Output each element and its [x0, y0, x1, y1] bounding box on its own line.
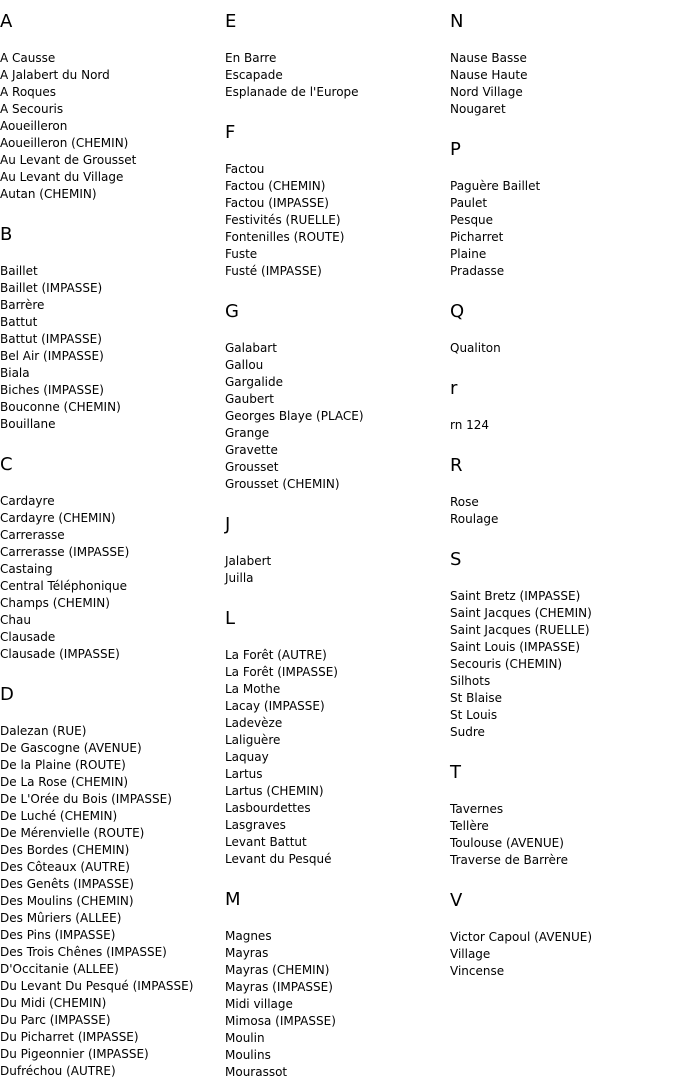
street-item: Cardayre (CHEMIN) [0, 511, 116, 525]
letter-group [225, 302, 450, 493]
street-item: Battut (IMPASSE) [0, 332, 102, 346]
letter-group [225, 12, 450, 101]
street-item: A Secouris [0, 102, 64, 116]
letter-group [450, 379, 675, 434]
letter-heading: R [450, 455, 463, 476]
letter-group [0, 12, 225, 203]
street-item: Rose [450, 495, 479, 509]
street-item: Au Levant du Village [0, 170, 124, 184]
letter-heading: B [0, 224, 13, 245]
letter-group [0, 455, 225, 663]
street-list [0, 723, 225, 1080]
letter-heading: r [450, 378, 458, 399]
street-item: Pradasse [450, 264, 505, 278]
street-item: Saint Louis (IMPASSE) [450, 640, 581, 654]
street-item: Laliguère [225, 733, 281, 747]
street-item: Escapade [225, 68, 283, 82]
street-item: Du Pigeonnier (IMPASSE) [0, 1047, 149, 1061]
street-item: Saint Bretz (IMPASSE) [450, 589, 581, 603]
street-item: Baillet [0, 264, 38, 278]
letter-heading: N [450, 11, 464, 32]
street-item: Bel Air (IMPASSE) [0, 349, 104, 363]
letter-heading: M [225, 889, 241, 910]
street-item: Clausade (IMPASSE) [0, 647, 120, 661]
street-item: La Forêt (IMPASSE) [225, 665, 338, 679]
letter-heading: J [225, 514, 231, 535]
letter-heading: E [225, 11, 237, 32]
street-item: De la Plaine (ROUTE) [0, 758, 126, 772]
street-item: Paguère Baillet [450, 179, 541, 193]
street-item: Lartus [225, 767, 263, 781]
street-item: Dalezan (RUE) [0, 724, 87, 738]
index-column [225, 0, 450, 1081]
street-item: Paulet [450, 196, 488, 210]
letter-group [225, 515, 450, 587]
street-item: Silhots [450, 674, 491, 688]
index-column [0, 0, 225, 1080]
street-item: Carrerasse [0, 528, 65, 542]
letter-group [450, 891, 675, 980]
street-item: Des Pins (IMPASSE) [0, 928, 116, 942]
letter-group [450, 763, 675, 869]
street-item: Mimosa (IMPASSE) [225, 1014, 336, 1028]
letter-heading: G [225, 301, 239, 322]
street-item: Clausade [0, 630, 56, 644]
letter-group [450, 140, 675, 280]
street-item: Autan (CHEMIN) [0, 187, 97, 201]
street-item: Levant Battut [225, 835, 307, 849]
street-list [450, 417, 675, 434]
street-item: Grousset (CHEMIN) [225, 477, 340, 491]
street-item: Dufréchou (AUTRE) [0, 1064, 116, 1078]
street-item: Esplanade de l'Europe [225, 85, 359, 99]
street-list [450, 494, 675, 528]
street-item: Magnes [225, 929, 272, 943]
street-item: Gargalide [225, 375, 284, 389]
street-item: Victor Capoul (AVENUE) [450, 930, 593, 944]
letter-heading: Q [450, 301, 465, 322]
street-item: Sudre [450, 725, 485, 739]
street-item: Du Parc (IMPASSE) [0, 1013, 111, 1027]
street-list [225, 340, 450, 493]
letter-group [0, 685, 225, 1080]
street-item: St Louis [450, 708, 498, 722]
street-item: Pesque [450, 213, 494, 227]
street-item: Grousset [225, 460, 279, 474]
street-list [0, 493, 225, 663]
street-item: Nord Village [450, 85, 523, 99]
street-item: Lacay (IMPASSE) [225, 699, 325, 713]
street-item: Chau [0, 613, 31, 627]
letter-group [0, 225, 225, 433]
letter-heading: V [450, 890, 463, 911]
street-item: Traverse de Barrère [450, 853, 568, 867]
street-item: Du Levant Du Pesqué (IMPASSE) [0, 979, 194, 993]
street-item: Biches (IMPASSE) [0, 383, 104, 397]
street-item: Fusté (IMPASSE) [225, 264, 322, 278]
street-item: Au Levant de Grousset [0, 153, 137, 167]
street-list [225, 161, 450, 280]
street-item: Factou [225, 162, 265, 176]
street-item: Des Trois Chênes (IMPASSE) [0, 945, 167, 959]
letter-heading: A [0, 11, 13, 32]
letter-heading: F [225, 122, 236, 143]
street-list [225, 50, 450, 101]
street-item: Biala [0, 366, 30, 380]
letter-heading: L [225, 608, 236, 629]
street-item: De L'Orée du Bois (IMPASSE) [0, 792, 172, 806]
street-item: Du Midi (CHEMIN) [0, 996, 107, 1010]
street-list [450, 340, 675, 357]
street-item: Roulage [450, 512, 499, 526]
street-list [450, 178, 675, 280]
street-item: Festivités (RUELLE) [225, 213, 341, 227]
street-item: Baillet (IMPASSE) [0, 281, 103, 295]
street-item: Moulin [225, 1031, 265, 1045]
street-item: Des Bordes (CHEMIN) [0, 843, 130, 857]
street-item: Gravette [225, 443, 278, 457]
street-item: La Mothe [225, 682, 281, 696]
street-item: Vincense [450, 964, 505, 978]
street-item: Fuste [225, 247, 258, 261]
letter-heading: C [0, 454, 13, 475]
street-item: Bouconne (CHEMIN) [0, 400, 121, 414]
street-item: Des Côteaux (AUTRE) [0, 860, 130, 874]
street-item: Lartus (CHEMIN) [225, 784, 324, 798]
street-item: Aoueilleron [0, 119, 68, 133]
street-list [0, 263, 225, 433]
street-item: Mourassot [225, 1065, 288, 1079]
street-list [450, 929, 675, 980]
street-item: Gallou [225, 358, 264, 372]
street-item: La Forêt (AUTRE) [225, 648, 327, 662]
street-item: Des Moulins (CHEMIN) [0, 894, 134, 908]
street-item: Castaing [0, 562, 53, 576]
street-item: Picharret [450, 230, 504, 244]
street-item: A Causse [0, 51, 56, 65]
street-item: Village [450, 947, 491, 961]
letter-group [225, 609, 450, 868]
street-item: Lasbourdettes [225, 801, 311, 815]
street-item: Factou (CHEMIN) [225, 179, 326, 193]
street-list [450, 50, 675, 118]
street-item: Champs (CHEMIN) [0, 596, 110, 610]
street-item: Lasgraves [225, 818, 286, 832]
street-item: En Barre [225, 51, 277, 65]
street-list [450, 588, 675, 741]
street-item: Du Picharret (IMPASSE) [0, 1030, 139, 1044]
letter-heading: P [450, 139, 461, 160]
letter-heading: D [0, 684, 14, 705]
street-list [450, 801, 675, 869]
street-item: Factou (IMPASSE) [225, 196, 329, 210]
street-item: Gaubert [225, 392, 274, 406]
street-item: Ladevèze [225, 716, 283, 730]
letter-heading: S [450, 549, 462, 570]
street-item: St Blaise [450, 691, 503, 705]
street-item: Tavernes [450, 802, 504, 816]
street-item: Battut [0, 315, 38, 329]
street-item: Bouillane [0, 417, 56, 431]
street-item: Des Mûriers (ALLEE) [0, 911, 122, 925]
street-item: Central Téléphonique [0, 579, 128, 593]
street-item: A Roques [0, 85, 57, 99]
street-item: Mayras [225, 946, 269, 960]
street-item: A Jalabert du Nord [0, 68, 110, 82]
street-list [225, 928, 450, 1081]
street-item: De Luché (CHEMIN) [0, 809, 118, 823]
street-item: Nougaret [450, 102, 506, 116]
street-item: Saint Jacques (CHEMIN) [450, 606, 592, 620]
street-list [225, 553, 450, 587]
street-item: Aoueilleron (CHEMIN) [0, 136, 129, 150]
street-item: De La Rose (CHEMIN) [0, 775, 129, 789]
street-list [225, 647, 450, 868]
street-item: Fontenilles (ROUTE) [225, 230, 345, 244]
street-item: Levant du Pesqué [225, 852, 332, 866]
street-item: Cardayre [0, 494, 55, 508]
street-item: Des Genêts (IMPASSE) [0, 877, 134, 891]
street-item: Secouris (CHEMIN) [450, 657, 563, 671]
letter-group [225, 890, 450, 1081]
letter-group [225, 123, 450, 280]
street-item: Mayras (CHEMIN) [225, 963, 330, 977]
street-item: Galabart [225, 341, 277, 355]
letter-group [450, 12, 675, 118]
street-item: Midi village [225, 997, 293, 1011]
index-column [450, 0, 675, 980]
street-item: Moulins [225, 1048, 271, 1062]
street-item: Juilla [225, 571, 254, 585]
street-item: Nause Haute [450, 68, 528, 82]
street-list [0, 50, 225, 203]
street-item: Grange [225, 426, 270, 440]
street-item: Jalabert [225, 554, 272, 568]
street-item: Plaine [450, 247, 487, 261]
street-item: Tellère [450, 819, 489, 833]
street-item: De Mérenvielle (ROUTE) [0, 826, 145, 840]
letter-heading: T [450, 762, 461, 783]
letter-group [450, 456, 675, 528]
street-item: rn 124 [450, 418, 490, 432]
letter-group [450, 550, 675, 741]
street-item: Mayras (IMPASSE) [225, 980, 333, 994]
letter-group [450, 302, 675, 357]
street-item: Toulouse (AVENUE) [450, 836, 564, 850]
street-item: Saint Jacques (RUELLE) [450, 623, 590, 637]
street-item: Qualiton [450, 341, 501, 355]
street-item: Laquay [225, 750, 269, 764]
street-item: Carrerasse (IMPASSE) [0, 545, 130, 559]
street-item: D'Occitanie (ALLEE) [0, 962, 119, 976]
street-item: Nause Basse [450, 51, 527, 65]
street-item: Georges Blaye (PLACE) [225, 409, 364, 423]
street-item: Barrère [0, 298, 45, 312]
street-item: De Gascogne (AVENUE) [0, 741, 142, 755]
